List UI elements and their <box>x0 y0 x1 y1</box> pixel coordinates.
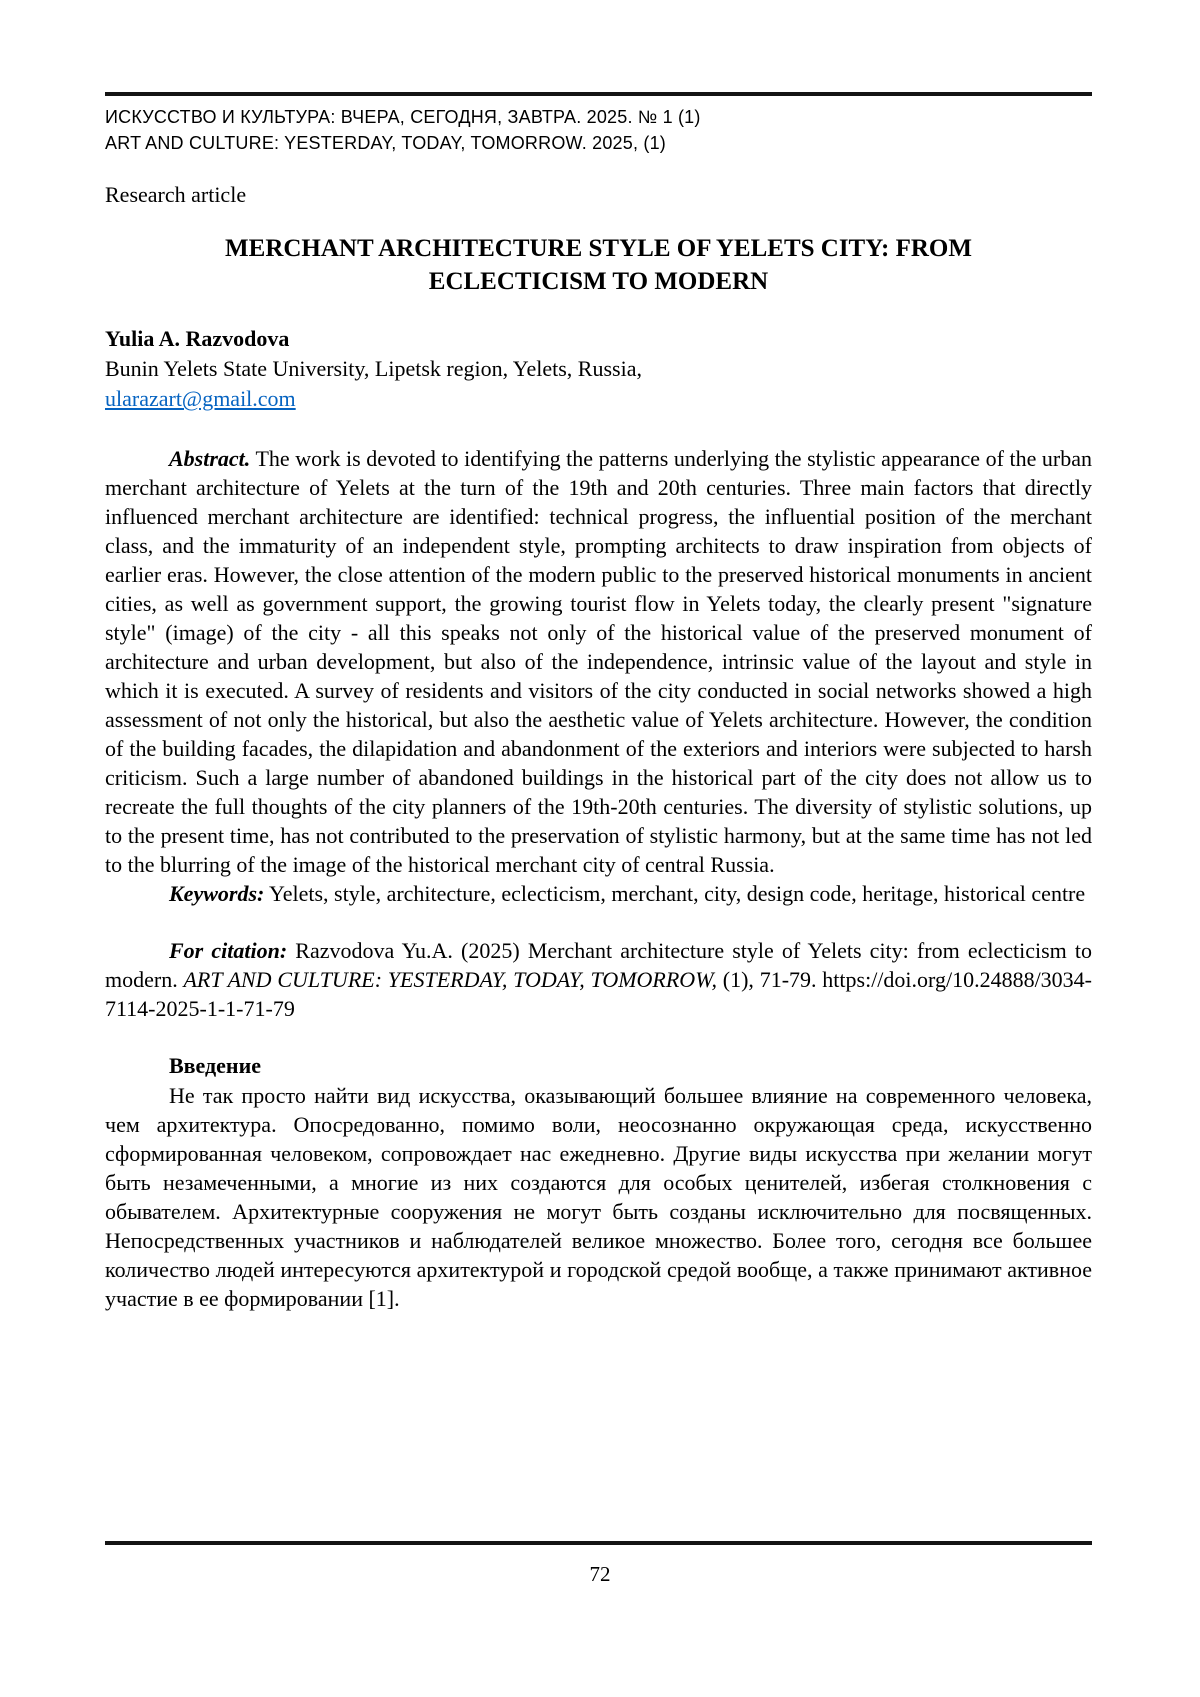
citation-paragraph <box>105 936 1092 1023</box>
abstract-paragraph <box>105 444 1092 879</box>
citation-text-after: (1), 71-79. https://doi.org/10.24888/3034-7114-2025-1-1-71-79 <box>105 967 1093 1021</box>
journal-title-en: ART AND CULTURE: YESTERDAY, TODAY, TOMORROW. 2025, (1) <box>105 133 666 153</box>
section-heading-introduction: Введение <box>169 1053 262 1078</box>
abstract-label: Abstract. <box>169 446 251 471</box>
keywords-paragraph <box>105 879 1092 908</box>
citation-journal-name: ART AND CULTURE: YESTERDAY, TODAY, TOMORROW, <box>183 967 717 992</box>
author-block <box>105 324 1092 414</box>
journal-title-ru: ИСКУССТВО И КУЛЬТУРА: ВЧЕРА, СЕГОДНЯ, ЗАВТРА. 2025. № 1 (1) <box>105 107 701 127</box>
author-affiliation: Bunin Yelets State University, Lipetsk region, Yelets, Russia, <box>105 356 642 381</box>
footer-rule <box>105 1541 1092 1545</box>
author-email-line <box>105 384 1092 414</box>
keywords-label: Keywords: <box>169 881 265 906</box>
header-rule <box>105 92 1092 96</box>
article-title: MERCHANT ARCHITECTURE STYLE OF YELETS CITY: FROM ECLECTICISM TO MODERN <box>225 235 972 295</box>
article-type-label: Research article <box>105 182 247 207</box>
author-email-link[interactable]: ularazart@gmail.com <box>105 386 296 411</box>
citation-label: For citation: <box>169 938 288 963</box>
page-number: 72 <box>589 1562 611 1586</box>
author-name: Yulia A. Razvodova <box>105 326 290 351</box>
citation-text-before: Razvodova Yu.A. (2025) Merchant architecture style of Yelets city: from eclecticism to modern. <box>105 938 1093 992</box>
abstract-text: The work is devoted to identifying the patterns underlying the stylistic appearance of the urban merchant architecture of Yelets at the turn of the 19th and 20th centuries. Three main factors that directly influenced merchant architecture are identified: technical progress, the influential position of the merchant class, and the immaturity of an independent style, prompting architects to draw inspiration from objects of earlier eras. However, the close attention of the modern public to the preserved historical monuments in ancient cities, as well as government support, the growing tourist flow in Yelets today, the clearly present "signature style" (image) of the city - all this speaks not only of the historical value of the preserved monument of architecture and urban development, but also of the independence, intrinsic value of the layout and style in which it is executed. A survey of residents and visitors of the city conducted in social networks showed a high assessment of not only the historical, but also the aesthetic value of Yelets architecture. However, the condition of the building facades, the dilapidation and abandonment of the exteriors and interiors were subjected to harsh criticism. Such a large number of abandoned buildings in the historical part of the city does not allow us to recreate the full thoughts of the city planners of the 19th-20th centuries. The diversity of stylistic solutions, up to the present time, has not contributed to the preservation of stylistic harmony, but at the same time has not led to the blurring of the image of the historical merchant city of central Russia. <box>105 446 1092 877</box>
introduction-paragraph: Не так просто найти вид искусства, оказывающий большее влияние на современного человека, чем архитектура. Опосредованно, помимо воли, неосознанно окружающая среда, искусственно сформированная человеком, сопровождает нас ежедневно. Другие виды искусства при желании могут быть незамеченными, а многие из них создаются для особых ценителей, избегая столкновения с обывателем. Архитектурные сооружения не могут быть созданы исключительно для посвященных. Непосредственных участников и наблюдателей великое множество. Более того, сегодня все большее количество людей интересуются архитектурой и городской средой вообще, а также принимают активное участие в ее формировании [1]. <box>105 1083 1092 1311</box>
keywords-text: Yelets, style, architecture, eclecticism, merchant, city, design code, heritage, historical centre <box>269 881 1086 906</box>
